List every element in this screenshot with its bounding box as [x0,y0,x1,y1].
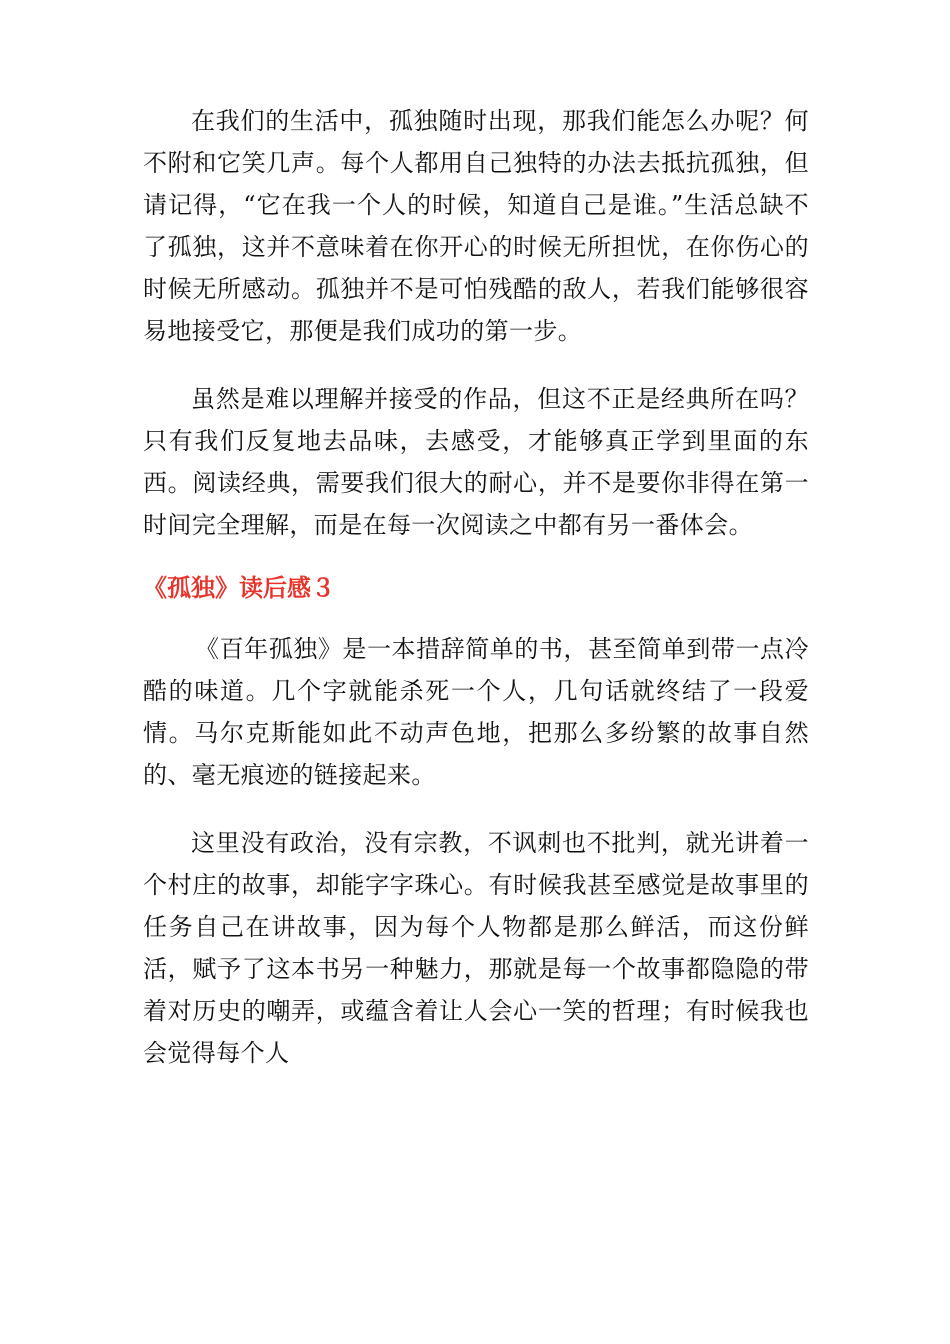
paragraph-loneliness-life: 在我们的生活中，孤独随时出现，那我们能怎么办呢？何不附和它笑几声。每个人都用自己独特的办法去抵抗孤独，但请记得，“它在我一个人的时候，知道自己是谁。”生活总缺不了孤独，这并不意味着在你开心的时候无所担忧，在你伤心的时候无所感动。孤独并不是可怕残酷的敌人，若我们能够很容易地接受它，那便是我们成功的第一步。 [143,107,809,345]
paragraph-village-story: 这里没有政治，没有宗教，不讽刺也不批判，就光讲着一个村庄的故事，却能字字珠心。有时候我甚至感觉是故事里的任务自己在讲故事，因为每个人物都是那么鲜活，而这份鲜活，赋予了这本书另一种魅力，那就是每一个故事都隐隐的带着对历史的嘲弄，或蕴含着让人会心一笑的哲理；有时候我也会觉得每个人 [143,829,809,1067]
document-page [143,100,809,1074]
paragraph-classic-reading: 虽然是难以理解并接受的作品，但这不正是经典所在吗？只有我们反复地去品味，去感受，才能够真正学到里面的东西。阅读经典，需要我们很大的耐心，并不是要你非得在第一时间完全理解，而是在每一次阅读之中都有另一番体会。 [143,385,809,539]
section-heading: 《孤独》读后感３ [143,574,335,602]
paragraph-hundred-years: 《百年孤独》是一本措辞简单的书，甚至简单到带一点冷酷的味道。几个字就能杀死一个人，几句话就终结了一段爱情。马尔克斯能如此不动声色地，把那么多纷繁的故事自然的、毫无痕迹的链接起来。 [143,635,809,789]
